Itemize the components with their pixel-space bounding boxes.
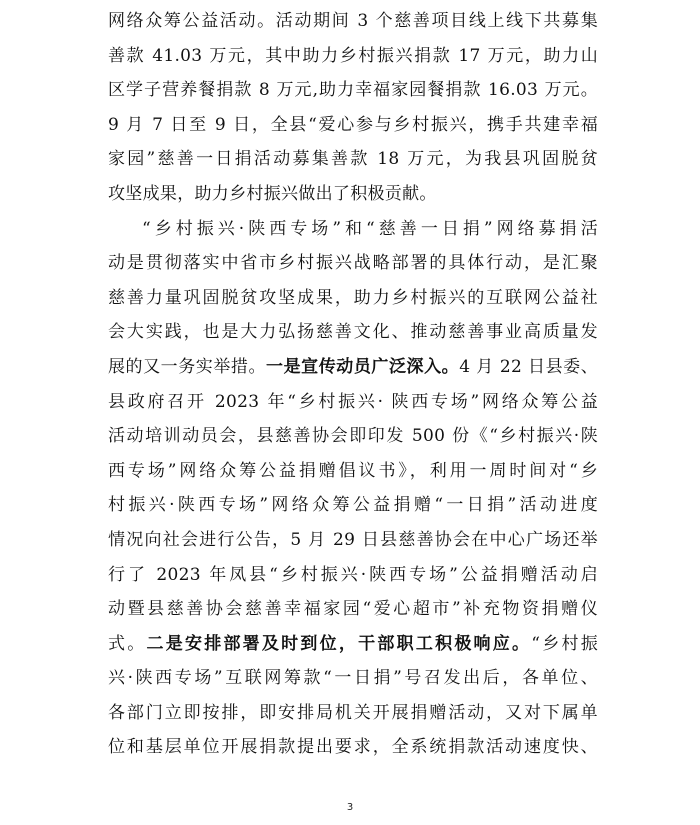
body-text: “乡村振	[531, 633, 598, 654]
text-line	[108, 142, 598, 177]
body-text: 村振兴·陕西专场”网络众筹公益捐赠“一日捐”活动进度	[108, 495, 598, 516]
text-line	[108, 246, 598, 281]
body-text: 慈善力量巩固脱贫攻坚成果，助力乡村振兴的互联网公益社	[108, 287, 598, 308]
text-line	[108, 385, 598, 420]
body-text: 善款 41.03 万元，其中助力乡村振兴捐款 17 万元，助力山	[108, 45, 598, 66]
text-line	[108, 108, 598, 143]
text-line	[108, 212, 598, 247]
body-text: 活动培训动员会，县慈善协会即印发 500 份《“乡村振兴·陕	[108, 426, 598, 447]
bold-heading-text: 一是宣传动员广泛深入。	[266, 356, 460, 377]
body-text: 县政府召开 2023 年“乡村振兴· 陕西专场”网络众筹公益	[108, 391, 598, 412]
body-text: 9 月 7 日至 9 日，全县“爱心参与乡村振兴，携手共建幸福	[108, 114, 598, 135]
body-text: 式。	[108, 633, 147, 654]
body-text: 动暨县慈善协会慈善幸福家园“爱心超市”补充物资捐赠仪	[108, 599, 598, 620]
body-text: 展的又一务实举措。	[108, 356, 267, 377]
text-line	[108, 696, 598, 731]
body-text: “乡村振兴·陕西专场”和“慈善一日捐”网络募捐活	[142, 218, 598, 239]
body-text: 攻坚成果，助力乡村振兴做出了积极贡献。	[108, 183, 437, 204]
body-text: 西专场”网络众筹公益捐赠倡议书》，利用一周时间对“乡	[108, 460, 598, 481]
body-text: 各部门立即按排，即安排局机关开展捐赠活动，又对下属单	[108, 702, 598, 723]
body-text: 4 月 22 日县委、	[459, 356, 598, 377]
body-text: 位和基层单位开展捐款提出要求，全系统捐款活动速度快、	[108, 737, 598, 758]
text-line	[108, 315, 598, 350]
text-line	[108, 661, 598, 696]
body-text: 会大实践，也是大力弘扬慈善文化、推动慈善事业高质量发	[108, 322, 598, 343]
text-line	[108, 419, 598, 454]
text-line	[108, 558, 598, 593]
bold-heading-text: 二是安排部署及时到位，干部职工积极响应。	[146, 633, 532, 654]
body-text: 区学子营养餐捐款 8 万元,助力幸福家园餐捐款 16.03 万元。	[108, 80, 598, 101]
text-line	[108, 592, 598, 627]
text-line	[108, 627, 598, 662]
body-text: 情况向社会进行公告，5 月 29 日县慈善协会在中心广场还举	[108, 529, 598, 550]
text-line	[108, 177, 598, 212]
text-line	[108, 39, 598, 74]
page-number: 3	[346, 802, 354, 813]
body-text: 网络众筹公益活动。活动期间 3 个慈善项目线上线下共募集	[108, 11, 598, 31]
text-line	[108, 350, 598, 385]
body-text: 行了 2023 年凤县“乡村振兴·陕西专场”公益捐赠活动启	[108, 564, 598, 585]
text-line	[108, 523, 598, 558]
text-line	[108, 488, 598, 523]
text-line	[108, 281, 598, 316]
text-line	[108, 73, 598, 108]
text-line	[108, 4, 598, 39]
document-body	[108, 4, 598, 765]
body-text: 兴·陕西专场”互联网筹款“一日捐”号召发出后，各单位、	[108, 668, 598, 689]
text-line	[108, 730, 598, 765]
body-text: 动是贯彻落实中省市乡村振兴战略部署的具体行动，是汇聚	[108, 253, 598, 274]
text-line	[108, 454, 598, 489]
body-text: 家园”慈善一日捐活动募集善款 18 万元，为我县巩固脱贫	[108, 149, 598, 170]
